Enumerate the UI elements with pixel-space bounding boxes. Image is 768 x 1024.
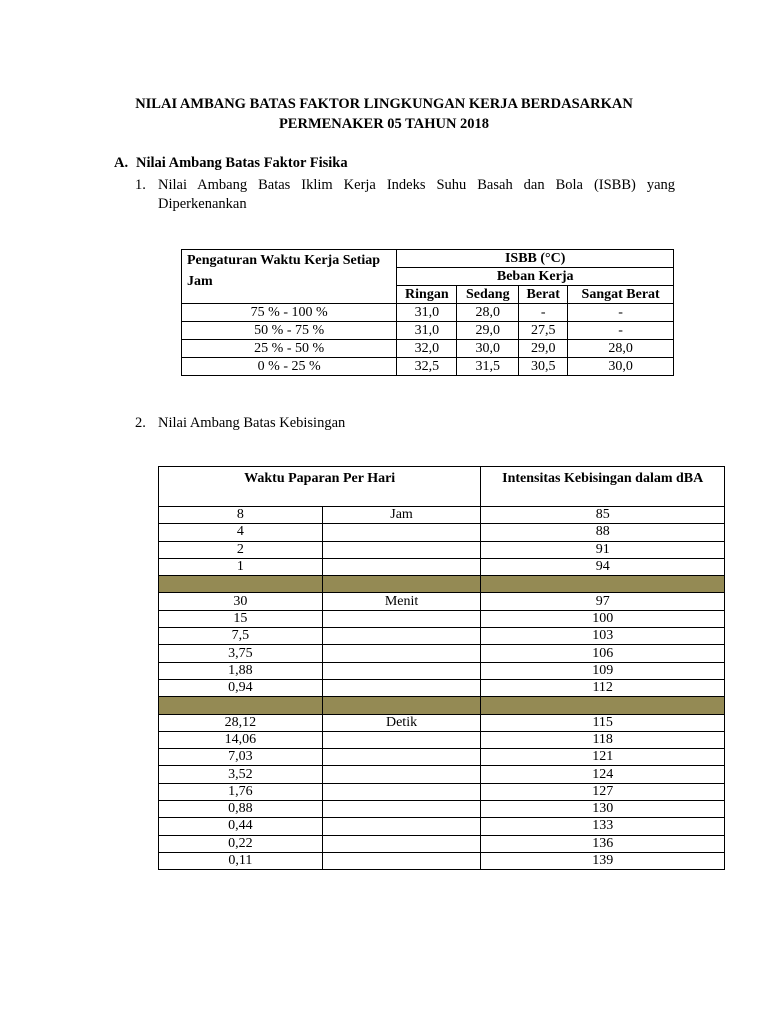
row-label: 50 % - 75 % (182, 322, 397, 340)
exposure-time-cell: 15 (159, 610, 323, 627)
time-unit-cell (322, 524, 481, 541)
separator-cell (159, 576, 323, 593)
table-cell: 32,0 (397, 340, 457, 358)
exposure-time-cell: 0,11 (159, 852, 323, 869)
separator-cell (481, 697, 725, 714)
separator-cell (481, 576, 725, 593)
isbb-table (181, 249, 674, 376)
separator-cell (322, 576, 481, 593)
dba-cell: 124 (481, 766, 725, 783)
dba-cell: 100 (481, 610, 725, 627)
time-unit-cell: Menit (322, 593, 481, 610)
exposure-time-cell: 1,88 (159, 662, 323, 679)
table-cell: 30,5 (519, 358, 568, 376)
table-row (159, 662, 725, 679)
work-time-header: Pengaturan Waktu Kerja Setiap Jam (182, 250, 397, 304)
time-unit-cell (322, 801, 481, 818)
exposure-time-cell: 7,03 (159, 749, 323, 766)
time-unit-cell (322, 835, 481, 852)
time-unit-cell (322, 628, 481, 645)
noise-table-body (159, 507, 725, 870)
dba-cell: 133 (481, 818, 725, 835)
dba-cell: 118 (481, 731, 725, 748)
time-unit-cell (322, 645, 481, 662)
table-cell: 27,5 (519, 322, 568, 340)
table-row (159, 818, 725, 835)
list-item-1 (135, 176, 675, 214)
table-cell: 28,0 (457, 304, 519, 322)
table-row (159, 610, 725, 627)
row-label: 75 % - 100 % (182, 304, 397, 322)
table-cell: 29,0 (457, 322, 519, 340)
table-cell: 28,0 (568, 340, 674, 358)
dba-cell: 106 (481, 645, 725, 662)
exposure-time-cell: 28,12 (159, 714, 323, 731)
exposure-time-cell: 0,88 (159, 801, 323, 818)
time-unit-cell: Jam (322, 507, 481, 524)
time-unit-cell (322, 541, 481, 558)
column-header: Sedang (457, 286, 519, 304)
list-number: 1. (135, 177, 146, 193)
table-cell: 30,0 (457, 340, 519, 358)
time-unit-cell (322, 818, 481, 835)
exposure-time-cell: 3,52 (159, 766, 323, 783)
table-row (159, 679, 725, 696)
table-row (182, 322, 674, 340)
dba-cell: 91 (481, 541, 725, 558)
table-row (159, 749, 725, 766)
time-unit-cell (322, 731, 481, 748)
table-row (182, 304, 674, 322)
column-header: Berat (519, 286, 568, 304)
time-unit-cell (322, 749, 481, 766)
table-row (159, 835, 725, 852)
time-unit-cell (322, 610, 481, 627)
exposure-time-cell: 2 (159, 541, 323, 558)
section-letter: A. (114, 155, 129, 171)
table-row (159, 783, 725, 800)
table-cell: 32,5 (397, 358, 457, 376)
exposure-time-cell: 1,76 (159, 783, 323, 800)
title-line-1: NILAI AMBANG BATAS FAKTOR LINGKUNGAN KERJA BERDASARKAN (135, 96, 633, 112)
table-row (159, 593, 725, 610)
table-row (159, 558, 725, 575)
table-row (159, 507, 725, 524)
exposure-time-cell: 1 (159, 558, 323, 575)
dba-cell: 94 (481, 558, 725, 575)
separator-row (159, 576, 725, 593)
row-label: 0 % - 25 % (182, 358, 397, 376)
dba-cell: 85 (481, 507, 725, 524)
list-item-2 (135, 414, 535, 433)
dba-cell: 130 (481, 801, 725, 818)
exposure-time-cell: 4 (159, 524, 323, 541)
dba-cell: 109 (481, 662, 725, 679)
table-cell: 31,0 (397, 322, 457, 340)
list-item-text: Nilai Ambang Batas Iklim Kerja Indeks Suhu Basah dan Bola (ISBB) yang Diperkenankan (158, 177, 675, 212)
dba-cell: 88 (481, 524, 725, 541)
table-cell: 31,5 (457, 358, 519, 376)
dba-cell: 121 (481, 749, 725, 766)
table-row (159, 852, 725, 869)
dba-cell: 139 (481, 852, 725, 869)
row-label: 25 % - 50 % (182, 340, 397, 358)
table-cell: - (519, 304, 568, 322)
separator-cell (159, 697, 323, 714)
table-cell: 31,0 (397, 304, 457, 322)
table-row (182, 340, 674, 358)
dba-cell: 103 (481, 628, 725, 645)
exposure-time-cell: 8 (159, 507, 323, 524)
time-unit-cell (322, 766, 481, 783)
section-a-heading (114, 154, 348, 172)
table-row (159, 766, 725, 783)
dba-cell: 112 (481, 679, 725, 696)
table-row (159, 714, 725, 731)
time-unit-cell (322, 852, 481, 869)
list-number: 2. (135, 415, 146, 431)
time-unit-cell (322, 783, 481, 800)
time-unit-cell (322, 679, 481, 696)
isbb-header: ISBB (°C) (397, 250, 674, 268)
table-row (159, 628, 725, 645)
table-row (159, 801, 725, 818)
column-header: Sangat Berat (568, 286, 674, 304)
section-heading-text: Nilai Ambang Batas Faktor Fisika (136, 155, 348, 171)
time-unit-cell (322, 558, 481, 575)
exposure-time-cell: 0,94 (159, 679, 323, 696)
exposure-time-cell: 30 (159, 593, 323, 610)
noise-intensity-header: Intensitas Kebisingan dalam dBA (481, 467, 725, 507)
noise-table (158, 466, 725, 870)
dba-cell: 115 (481, 714, 725, 731)
exposure-time-cell: 3,75 (159, 645, 323, 662)
time-unit-cell: Detik (322, 714, 481, 731)
list-item-text: Nilai Ambang Batas Kebisingan (158, 415, 346, 431)
separator-row (159, 697, 725, 714)
time-unit-cell (322, 662, 481, 679)
isbb-header-row-1 (182, 250, 674, 268)
dba-cell: 127 (481, 783, 725, 800)
table-cell: - (568, 304, 674, 322)
exposure-time-cell: 7,5 (159, 628, 323, 645)
table-row (159, 524, 725, 541)
workload-header: Beban Kerja (397, 268, 674, 286)
exposure-time-cell: 0,44 (159, 818, 323, 835)
document-title (0, 94, 768, 134)
noise-header-row (159, 467, 725, 507)
dba-cell: 97 (481, 593, 725, 610)
separator-cell (322, 697, 481, 714)
table-row (182, 358, 674, 376)
table-cell: 30,0 (568, 358, 674, 376)
table-row (159, 645, 725, 662)
table-row (159, 541, 725, 558)
exposure-time-cell: 0,22 (159, 835, 323, 852)
title-line-2: PERMENAKER 05 TAHUN 2018 (278, 116, 490, 132)
exposure-time-cell: 14,06 (159, 731, 323, 748)
exposure-time-header: Waktu Paparan Per Hari (159, 467, 481, 507)
column-header: Ringan (397, 286, 457, 304)
table-cell: - (568, 322, 674, 340)
table-cell: 29,0 (519, 340, 568, 358)
table-row (159, 731, 725, 748)
dba-cell: 136 (481, 835, 725, 852)
